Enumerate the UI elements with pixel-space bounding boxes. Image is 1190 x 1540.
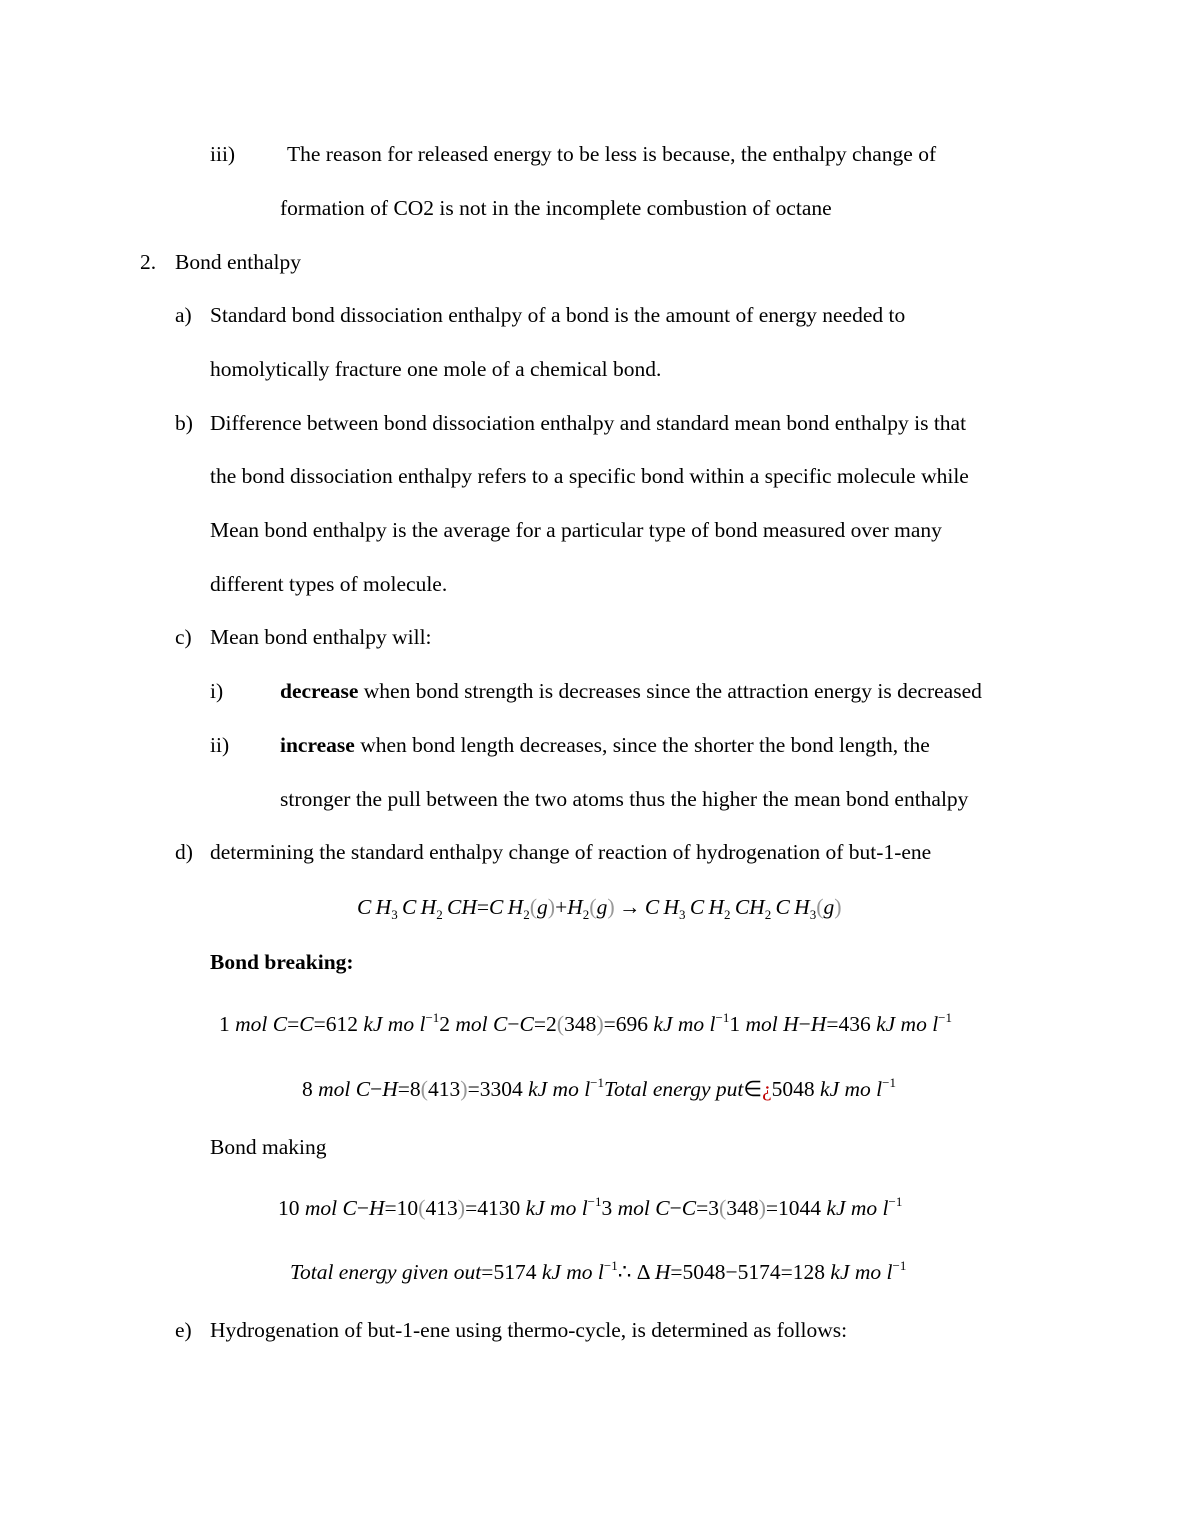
bond-making-label: Bond making: [210, 1135, 327, 1159]
list-marker-a: a): [175, 303, 192, 327]
paragraph-line: Difference between bond dissociation enthalpy and standard mean bond enthalpy is that: [210, 411, 967, 435]
paragraph-line: Mean bond enthalpy is the average for a particular type of bond measured over many: [210, 518, 942, 542]
list-marker-2: 2.: [140, 250, 157, 274]
paragraph-line: [280, 735, 930, 757]
bond-breaking-label: Bond breaking:: [210, 950, 354, 974]
paragraph-line: Standard bond dissociation enthalpy of a bond is the amount of energy needed to: [210, 303, 906, 327]
list-marker-e: e): [175, 1318, 192, 1342]
equation-bond-making-2: Total energy given out=5174 kJ mo $l^{-1}\therefore$ Δ H=5048−5174=128 kJ mo $l^{-1}$: [290, 1258, 907, 1284]
reaction-equation: C $H_3$ C $H_2$ CH=C $H_2(g)+H_2(g) \to C$ $H_3$ C $H_2$ $CH_2$ C $H_3(g)$: [357, 894, 842, 922]
paragraph-text: when bond strength is decreases since the attraction energy is decreased: [358, 679, 982, 703]
paragraph-line: [280, 681, 982, 703]
paragraph-line: homolytically fracture one mole of a chemical bond.: [210, 357, 662, 381]
equation-bond-breaking-2: 8 mol C−H=8(413)=3304 kJ mo $l^{-1}Total$ energy put∈¿5048 kJ mo $l^{-1}$: [302, 1075, 896, 1101]
equation-bond-breaking-1: 1 mol C=C=612 kJ mo $l^{-1}2$ mol C−C=2(348)=696 kJ mo $l^{-1}1$ mol H−H=436 kJ mo $l^{-1}$: [219, 1010, 953, 1036]
section-heading: Bond enthalpy: [175, 250, 301, 274]
paragraph-line: the bond dissociation enthalpy refers to a specific bond within a specific molecule while: [210, 464, 969, 488]
paragraph-line: formation of CO2 is not in the incomplete combustion of octane: [280, 196, 832, 220]
paragraph-line: Mean bond enthalpy will:: [210, 625, 432, 649]
paragraph-line: stronger the pull between the two atoms thus the higher the mean bond enthalpy: [280, 787, 969, 811]
emphasis: increase: [280, 733, 355, 757]
paragraph-line: determining the standard enthalpy change of reaction of hydrogenation of but-1-ene: [210, 840, 932, 864]
list-marker-i: i): [210, 679, 224, 703]
list-marker-c: c): [175, 625, 192, 649]
list-marker-ii: ii): [210, 733, 230, 757]
paragraph-text: when bond length decreases, since the shorter the bond length, the: [354, 733, 930, 757]
emphasis: decrease: [280, 679, 359, 703]
paragraph-line: Hydrogenation of but-1-ene using thermo-cycle, is determined as follows:: [210, 1318, 848, 1342]
list-marker-b: b): [175, 411, 193, 435]
paragraph-line: different types of molecule.: [210, 572, 448, 596]
paragraph-line: The reason for released energy to be less is because, the enthalpy change of: [287, 142, 937, 166]
list-marker-d: d): [175, 840, 193, 864]
equation-bond-making-1: 10 mol C−H=10(413)=4130 kJ mo $l^{-1}3$ mol C−C=3(348)=1044 kJ mo $l^{-1}$: [278, 1194, 903, 1220]
list-marker-iii: iii): [210, 142, 236, 166]
